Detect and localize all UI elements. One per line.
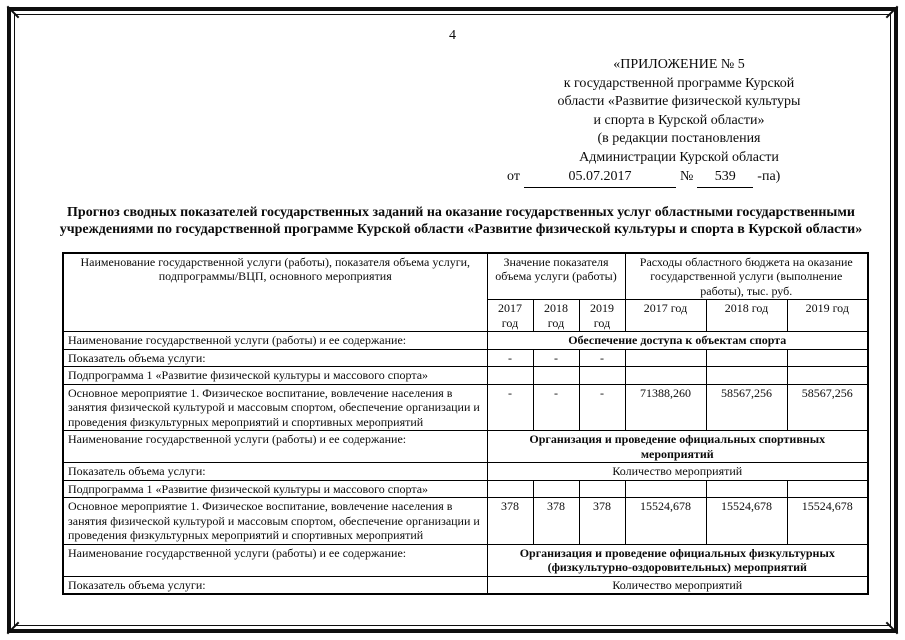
- col-header-value-group: Значение показателя объема услуги (работы): [487, 253, 625, 300]
- forecast-table: [62, 252, 869, 596]
- row-cell: [625, 367, 706, 385]
- row-cell: 15524,678: [706, 498, 787, 545]
- table-row: [63, 544, 868, 576]
- appendix-date: 05.07.2017: [524, 168, 676, 188]
- frame-corner-icon: [886, 6, 899, 19]
- row-cell: [787, 480, 868, 498]
- row-label: Подпрограмма 1 «Развитие физической культуры и массового спорта»: [63, 480, 487, 498]
- table-row: [63, 431, 868, 463]
- frame-corner-icon: [886, 622, 899, 635]
- row-cell: -: [579, 349, 625, 367]
- appendix-line: области «Развитие физической культуры: [557, 94, 801, 109]
- row-cell: 378: [487, 498, 533, 545]
- table-header: [63, 253, 868, 332]
- appendix-from-label: от: [507, 169, 520, 184]
- row-cell: [533, 480, 579, 498]
- col-header-expense-group: Расходы областного бюджета на оказание государственной услуги (выполнение работы), тыс. руб.: [625, 253, 868, 300]
- row-label: Показатель объема услуги:: [63, 463, 487, 481]
- row-cell: [579, 367, 625, 385]
- year-header: 2019 год: [579, 300, 625, 332]
- row-cell: 15524,678: [787, 498, 868, 545]
- header-row-groups: [63, 253, 868, 300]
- row-cell: 15524,678: [625, 498, 706, 545]
- row-label: Основное мероприятие 1. Физическое воспитание, вовлечение населения в занятия физической культурой и массовым спортом, обеспечение организации и проведения физкультурных мероприятий и спортивных мероприятий: [63, 384, 487, 431]
- row-label: Наименование государственной услуги (работы) и ее содержание:: [63, 332, 487, 350]
- appendix-line: и спорта в Курской области»: [593, 112, 765, 128]
- row-label: Показатель объема услуги:: [63, 349, 487, 367]
- appendix-dateline: [505, 168, 853, 188]
- appendix-line: «ПРИЛОЖЕНИЕ № 5: [613, 57, 745, 72]
- row-label: Наименование государственной услуги (работы) и ее содержание:: [63, 544, 487, 576]
- table-row: [63, 498, 868, 545]
- row-span-value: Организация и проведение официальных спортивных мероприятий: [487, 431, 868, 463]
- row-cell: [579, 480, 625, 498]
- row-cell: [487, 367, 533, 385]
- appendix-number: 539: [697, 168, 753, 188]
- row-cell: -: [487, 384, 533, 431]
- year-header: 2017 год: [487, 300, 533, 332]
- row-cell: 58567,256: [787, 384, 868, 431]
- table-row: [63, 480, 868, 498]
- row-label: Основное мероприятие 1. Физическое воспитание, вовлечение населения в занятия физической культурой и массовым спортом, обеспечение организации и проведения физкультурных мероприятий и спортивных мероприятий: [63, 498, 487, 545]
- frame-corner-icon: [7, 622, 20, 635]
- appendix-no-label: №: [679, 169, 694, 184]
- year-header: 2018 год: [706, 300, 787, 332]
- row-span-value: Организация и проведение официальных физкультурных (физкультурно-оздоровительных) мероприятий: [487, 544, 868, 576]
- row-cell: -: [487, 349, 533, 367]
- appendix-block: [505, 56, 853, 188]
- document-title: Прогноз сводных показателей государственных заданий на оказание государственных услуг областными государственными учреждениями по государственной программе Курской области «Развитие физической культуры и спорта в Курской области»: [59, 204, 863, 237]
- table-row: [63, 349, 868, 367]
- row-cell: 71388,260: [625, 384, 706, 431]
- table-row: [63, 463, 868, 481]
- table-row: [63, 367, 868, 385]
- row-span-value: Обеспечение доступа к объектам спорта: [487, 332, 868, 350]
- year-header: 2018 год: [533, 300, 579, 332]
- row-label: Подпрограмма 1 «Развитие физической культуры и массового спорта»: [63, 367, 487, 385]
- row-cell: -: [533, 384, 579, 431]
- page-number: 4: [449, 28, 456, 43]
- row-cell: [625, 349, 706, 367]
- row-cell: [625, 480, 706, 498]
- row-cell: [533, 367, 579, 385]
- frame-corner-icon: [7, 6, 20, 19]
- table-body: [63, 332, 868, 595]
- table-row: [63, 576, 868, 594]
- row-cell: [706, 480, 787, 498]
- table-row: [63, 384, 868, 431]
- row-cell: [706, 349, 787, 367]
- row-cell: -: [579, 384, 625, 431]
- row-cell: 58567,256: [706, 384, 787, 431]
- col-header-name: Наименование государственной услуги (работы), показателя объема услуги, подпрограммы/ВЦП, основного мероприятия: [63, 253, 487, 332]
- row-cell: [787, 367, 868, 385]
- appendix-line: Администрации Курской области: [579, 149, 779, 165]
- year-header: 2017 год: [625, 300, 706, 332]
- row-cell: [787, 349, 868, 367]
- page-content: [18, 18, 887, 622]
- row-span-value: Количество мероприятий: [487, 463, 868, 481]
- appendix-suffix: -па): [757, 169, 781, 184]
- row-label: Показатель объема услуги:: [63, 576, 487, 594]
- appendix-line: к государственной программе Курской: [563, 75, 795, 91]
- appendix-line: (в редакции постановления: [597, 131, 761, 146]
- row-cell: 378: [579, 498, 625, 545]
- row-cell: [706, 367, 787, 385]
- row-span-value: Количество мероприятий: [487, 576, 868, 594]
- row-cell: 378: [533, 498, 579, 545]
- year-header: 2019 год: [787, 300, 868, 332]
- row-label: Наименование государственной услуги (работы) и ее содержание:: [63, 431, 487, 463]
- row-cell: -: [533, 349, 579, 367]
- table-row: [63, 332, 868, 350]
- row-cell: [487, 480, 533, 498]
